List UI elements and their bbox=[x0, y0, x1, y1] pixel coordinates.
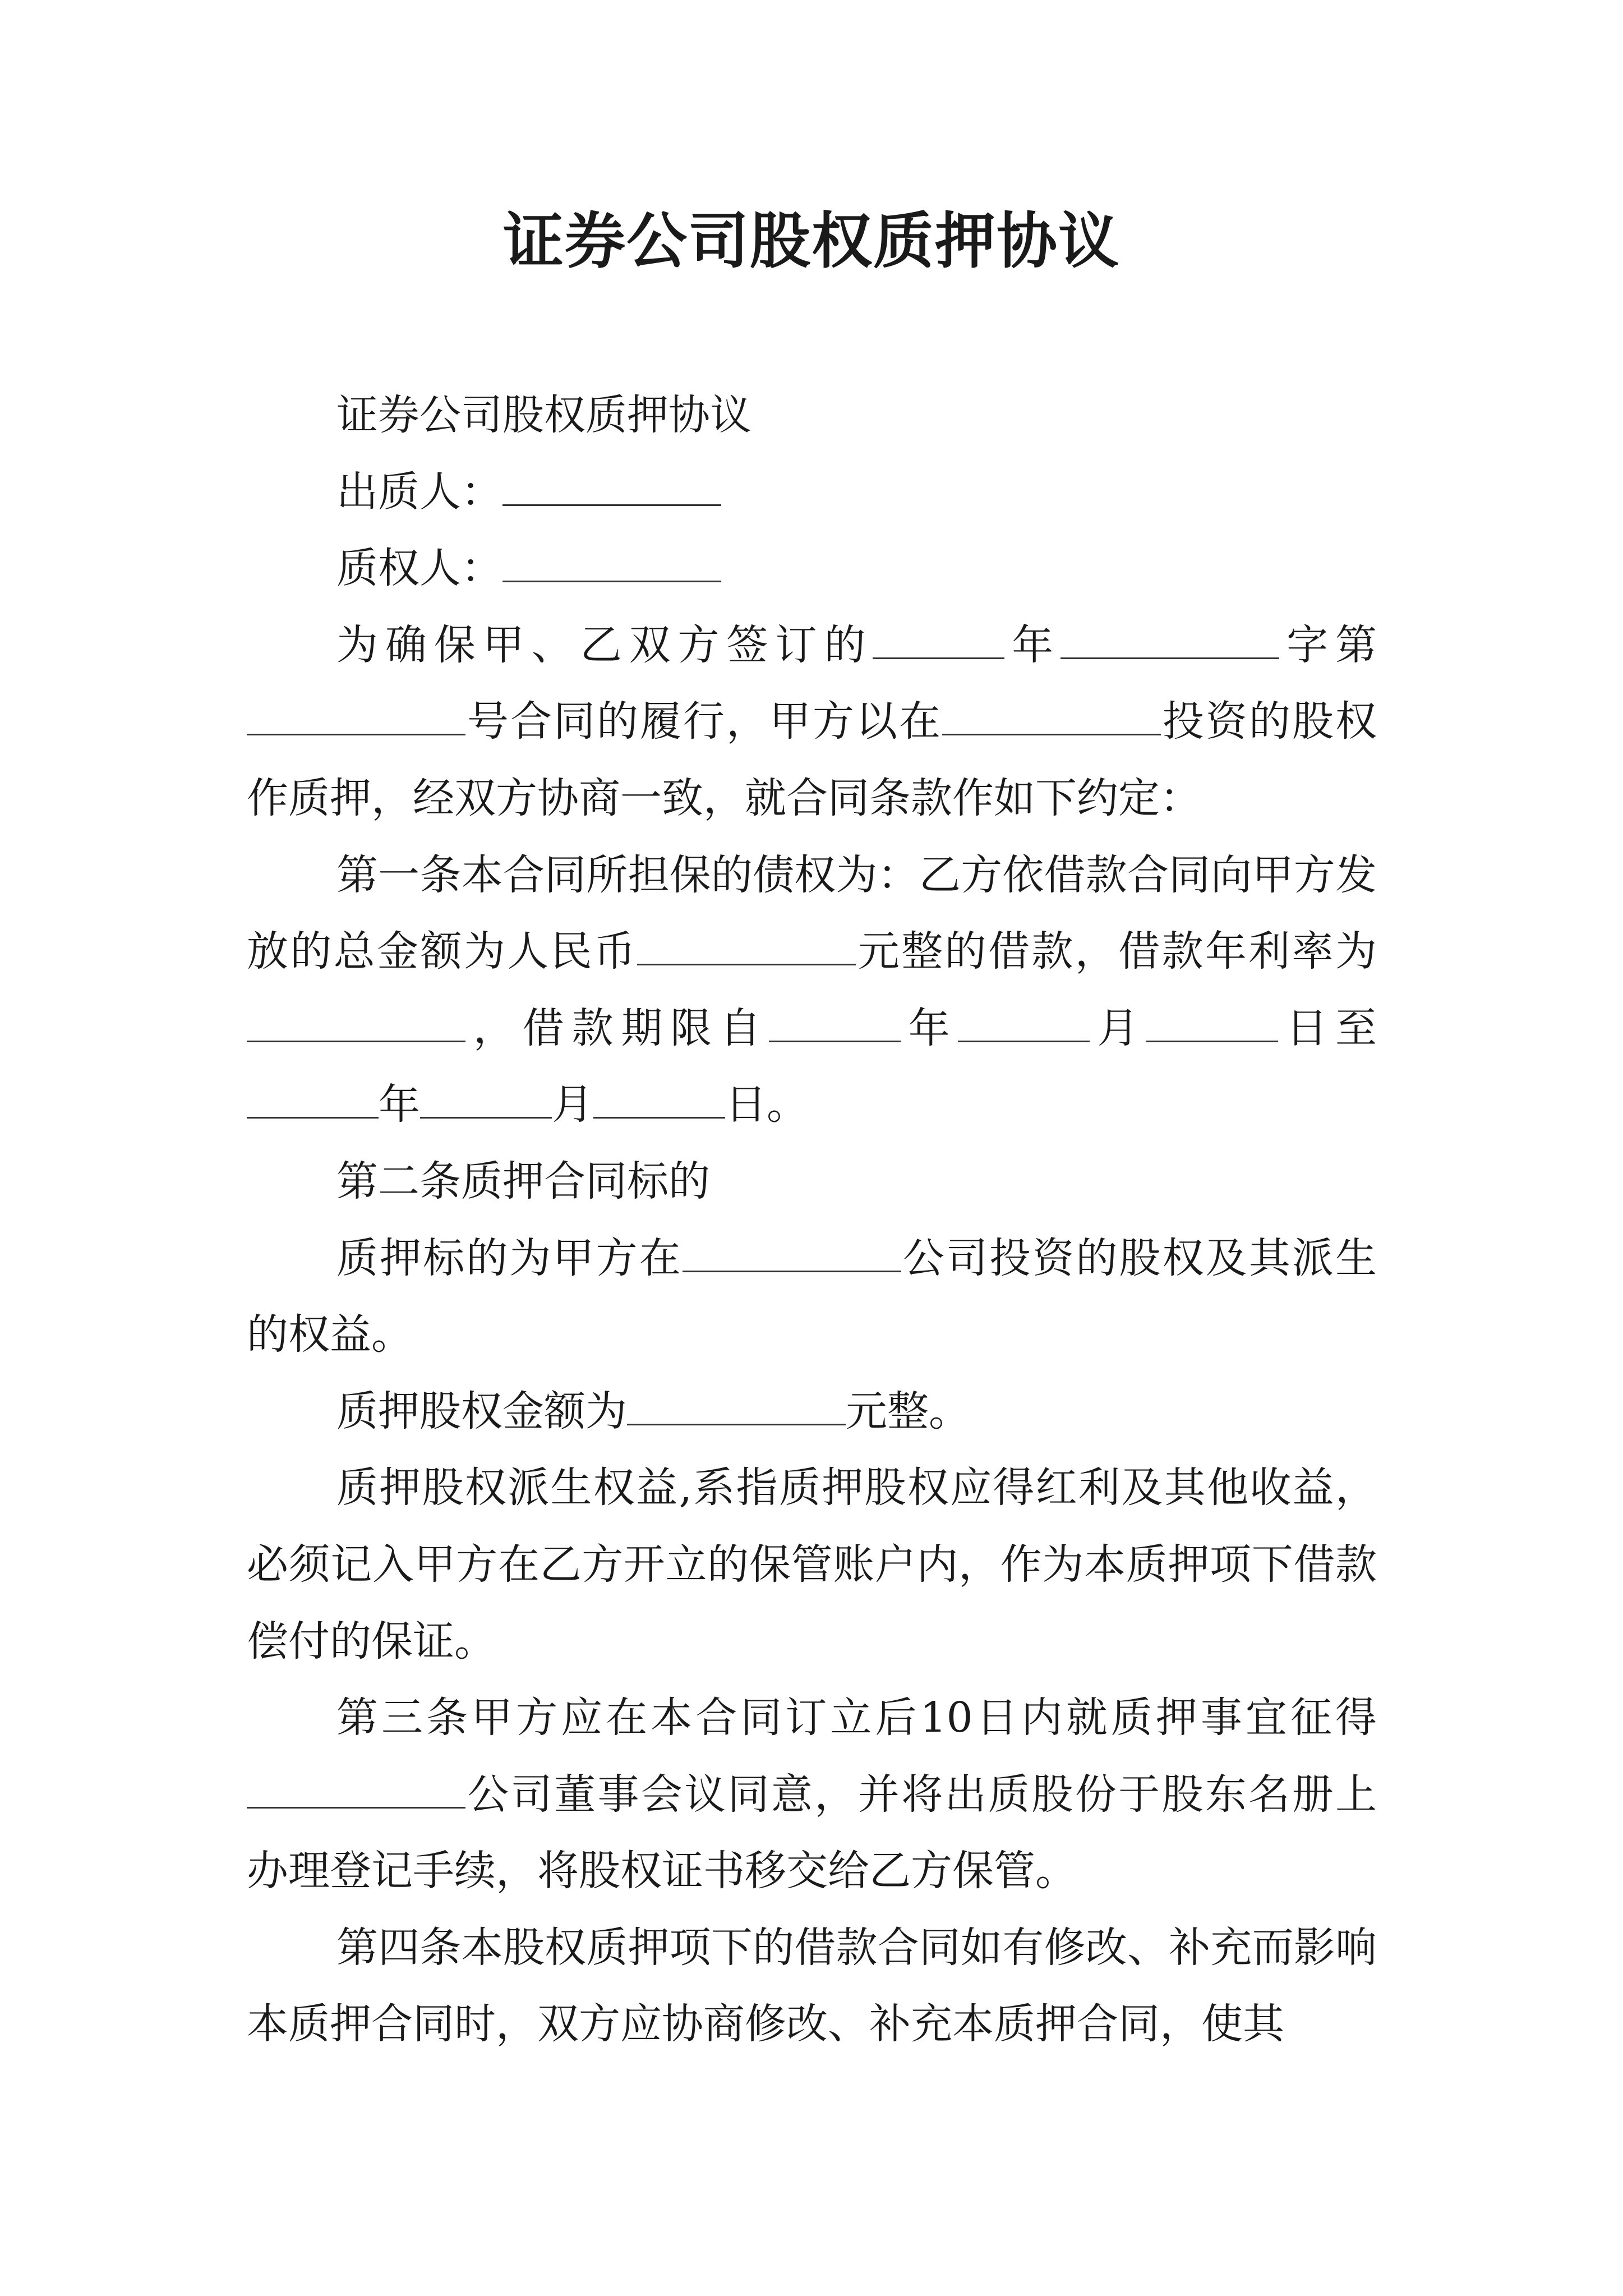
article-2-amount: 质押股权金额为 元整。 bbox=[336, 1387, 970, 1435]
blank bbox=[627, 1391, 846, 1425]
intro-paragraph: 为确保甲、乙双方签订的 年 字第号合同的履行，甲方以在 投资的股权作质押，经双方协商一致，就合同条款作如下约定： bbox=[247, 620, 1377, 822]
pledgor-blank bbox=[502, 472, 721, 506]
blank bbox=[593, 1084, 725, 1119]
document-body bbox=[247, 377, 1377, 2063]
blank bbox=[247, 701, 465, 735]
pledgee-blank bbox=[502, 548, 721, 582]
blank bbox=[247, 1774, 465, 1809]
blank bbox=[1146, 1008, 1278, 1042]
blank bbox=[958, 1008, 1090, 1042]
blank bbox=[420, 1084, 552, 1119]
article-1: 第一条本合同所担保的债权为：乙方依借款合同向甲方发放的总金额为人民币 元整的借款，借款年利率为，借款期限自 年 月 日至年 月 日。 bbox=[247, 850, 1377, 1129]
article-2-subject: 质押标的为甲方在 公司投资的股权及其派生的权益。 bbox=[247, 1234, 1377, 1359]
blank bbox=[1061, 625, 1279, 659]
blank bbox=[683, 1238, 901, 1272]
blank bbox=[873, 625, 1004, 659]
pledgee-line: 质权人： bbox=[247, 530, 1377, 607]
article-2-derived: 质押股权派生权益,系指质押股权应得红利及其他收益，必须记入甲方在乙方开立的保管账户内，作为本质押项下借款偿付的保证。 bbox=[247, 1464, 1377, 1665]
blank bbox=[247, 1008, 465, 1042]
document-title: 证券公司股权质押协议 bbox=[502, 206, 1120, 277]
article-3: 第三条甲方应在本合同订立后10日内就质押事宜征得公司董事会议同意，并将出质股份于股东名册上办理登记手续，将股权证书移交给乙方保管。 bbox=[247, 1694, 1377, 1895]
article-2-heading: 第二条质押合同标的 bbox=[336, 1157, 710, 1205]
blank bbox=[247, 1084, 379, 1119]
article-4: 第四条本股权质押项下的借款合同如有修改、补充而影响本质押合同时，双方应协商修改、补充本质押合同，使其 bbox=[247, 1923, 1377, 2049]
pledgor-line: 出质人： bbox=[247, 454, 1377, 531]
blank bbox=[769, 1008, 901, 1042]
blank bbox=[942, 701, 1161, 735]
blank bbox=[637, 931, 856, 965]
subtitle: 证券公司股权质押协议 bbox=[336, 391, 751, 439]
